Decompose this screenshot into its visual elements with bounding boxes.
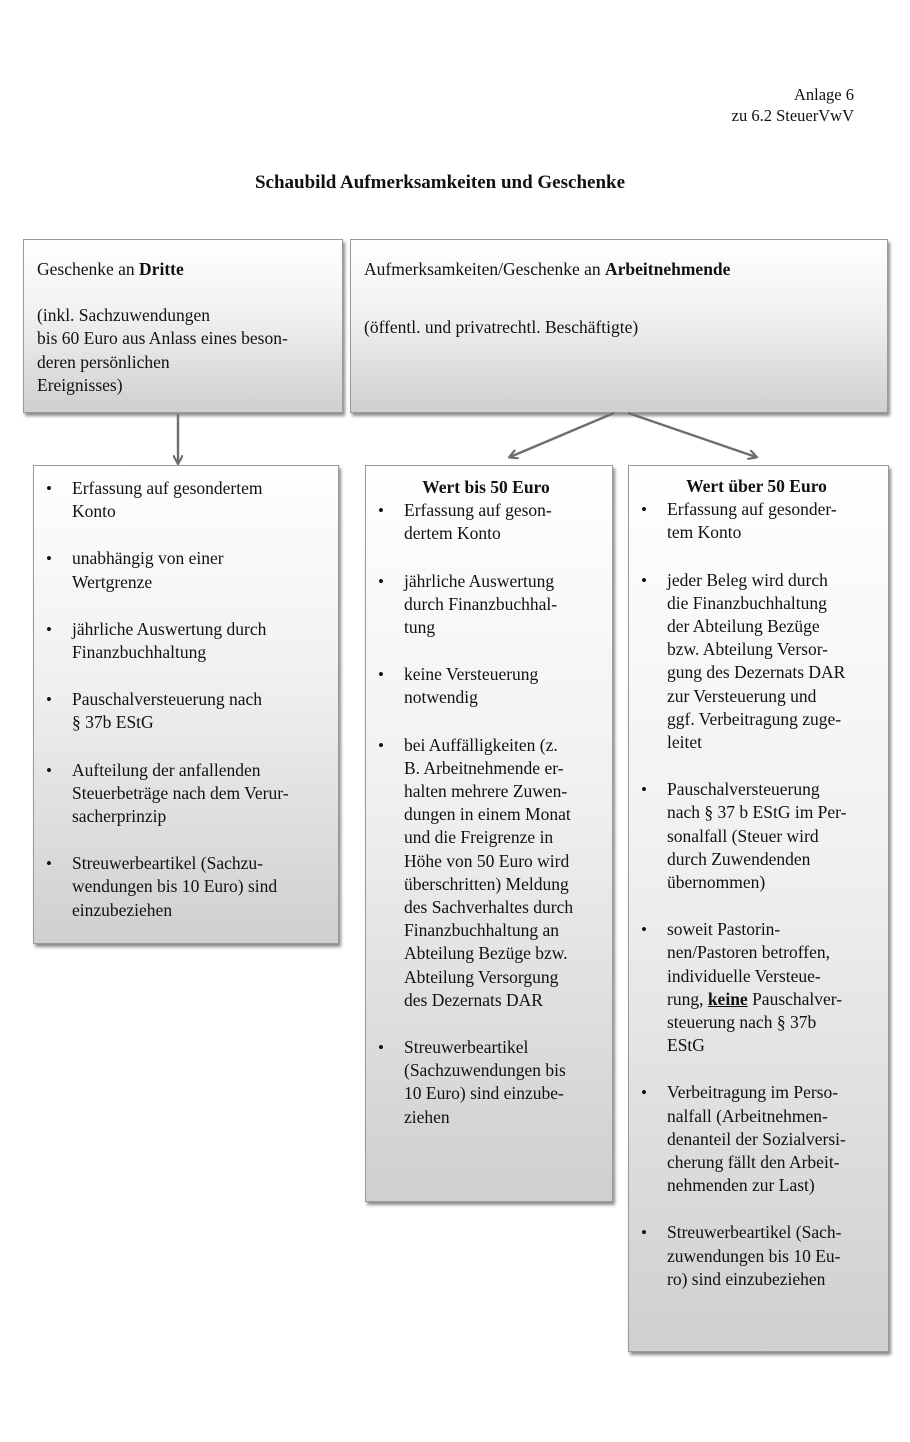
list-item: [34, 477, 330, 523]
list-item-line: durch Finanzbuchhal-: [404, 593, 558, 614]
list-item: [34, 618, 330, 664]
list-item: [34, 547, 330, 593]
value-over-50-box: [628, 465, 889, 1352]
list-item-line: nach § 37 b EStG im Per-: [667, 802, 847, 823]
employees-note: (öffentl. und privatrechtl. Beschäftigte): [364, 317, 639, 338]
employees-heading-prefix: Aufmerksamkeiten/Geschenke an: [364, 259, 606, 279]
page-title: Schaubild Aufmerksamkeiten und Geschenke: [254, 172, 626, 193]
list-item-line: Verbeitragung im Perso-: [667, 1082, 839, 1103]
list-item-line: ziehen: [404, 1106, 450, 1127]
list-item-line: Abteilung Versorgung: [404, 966, 559, 987]
list-item-line: übernommen): [667, 872, 766, 893]
list-item: [629, 1221, 884, 1291]
list-item-line: Pauschalversteuerung nach: [72, 689, 262, 710]
emphasis: keine: [707, 988, 748, 1009]
value-over-50-list: [629, 498, 884, 1291]
list-item-line: Finanzbuchhaltung: [72, 642, 207, 663]
list-item-line: wendungen bis 10 Euro) sind: [72, 876, 278, 897]
list-item-line: dungen in einem Monat: [404, 804, 571, 825]
list-item-line: jährliche Auswertung durch: [72, 618, 267, 639]
list-item-line: unabhängig von einer: [72, 548, 224, 569]
list-item: [629, 569, 884, 755]
third-parties-list: [34, 477, 330, 922]
list-item: [34, 688, 330, 734]
list-item-line: des Sachverhaltes durch: [404, 897, 574, 918]
list-item: [366, 734, 606, 1012]
list-item-line: Abteilung Bezüge bzw.: [404, 943, 568, 964]
list-item-line: denanteil der Sozialversi-: [667, 1128, 846, 1149]
list-item: [629, 778, 884, 894]
value-up-to-50-title: Wert bis 50 Euro: [422, 477, 550, 497]
employees-heading-bold: Arbeitnehmende: [605, 259, 731, 279]
list-item-line: leitet: [667, 732, 702, 753]
annex-number: Anlage 6: [793, 85, 854, 104]
list-item-line: EStG: [667, 1035, 705, 1056]
value-up-to-50-list: [366, 499, 606, 1129]
list-item-line: bzw. Abteilung Versor-: [667, 639, 829, 660]
third-parties-note-line: deren persönlichen: [37, 351, 170, 372]
list-item-line: die Finanzbuchhaltung: [667, 592, 827, 613]
list-item-line: § 37b EStG: [72, 712, 154, 733]
list-item-line: gung des Dezernats DAR: [667, 662, 846, 683]
arrow-to-value-up-to-50: [510, 413, 614, 457]
list-item-line: nehmenden zur Last): [667, 1175, 815, 1196]
list-item: [366, 499, 606, 545]
list-item-line: Pauschalversteuerung: [667, 779, 820, 800]
list-item-line: ggf. Verbeitragung zuge-: [667, 708, 842, 729]
list-item-line: des Dezernats DAR: [404, 989, 543, 1010]
list-item-line: Höhe von 50 Euro wird: [404, 850, 570, 871]
list-item-line: einzubeziehen: [72, 899, 173, 920]
third-parties-note-line: Ereignisses): [37, 374, 123, 395]
list-item-line: 10 Euro) sind einzube-: [404, 1083, 564, 1104]
connector-arrows: [0, 0, 910, 480]
list-item-line: zuwendungen bis 10 Eu-: [667, 1245, 841, 1266]
third-parties-note-line: bis 60 Euro aus Anlass eines beson-: [37, 328, 288, 349]
list-item-line: nalfall (Arbeitnehmen-: [667, 1105, 828, 1126]
third-parties-heading-bold: Dritte: [139, 259, 184, 279]
list-item-line: notwendig: [404, 687, 478, 708]
list-item-line: zur Versteuerung und: [667, 685, 817, 706]
list-item-line: dertem Konto: [404, 523, 501, 544]
list-item-line: keine Versteuerung: [404, 664, 539, 685]
third-parties-list-box: [33, 465, 339, 944]
list-item-line: Wertgrenze: [72, 571, 153, 592]
list-item: [366, 570, 606, 640]
value-over-50-title: Wert über 50 Euro: [686, 476, 827, 496]
list-item: [34, 852, 330, 922]
annex-regulation: zu 6.2 SteuerVwV: [731, 106, 854, 125]
list-item-line: Streuwerbeartikel (Sachzu-: [72, 853, 263, 874]
third-parties-note-line: (inkl. Sachzuwendungen: [37, 305, 211, 326]
list-item-line: bei Auffälligkeiten (z.: [404, 734, 558, 755]
list-item-line: individuelle Versteue-: [667, 965, 821, 986]
list-item-line: und die Freigrenze in: [404, 827, 554, 848]
list-item: [34, 759, 330, 829]
list-item-line: Streuwerbeartikel (Sach-: [667, 1222, 842, 1243]
list-item-line: (Sachzuwendungen bis: [404, 1060, 566, 1081]
list-item-line: der Abteilung Bezüge: [667, 616, 820, 637]
list-item-line: tem Konto: [667, 522, 742, 543]
list-item-line: jeder Beleg wird durch: [667, 569, 828, 590]
list-item-line: Erfassung auf geson-: [404, 500, 552, 521]
list-item-line: Erfassung auf gesondertem: [72, 478, 263, 498]
list-item-line: cherung fällt den Arbeit-: [667, 1152, 840, 1173]
list-item: [629, 1081, 884, 1197]
list-item: [629, 498, 884, 544]
list-item-line: Konto: [72, 501, 116, 522]
list-item-line: rung, keine Pauschalver-: [667, 988, 843, 1009]
value-up-to-50-box: [365, 465, 613, 1202]
list-item-line: sacherprinzip: [72, 806, 167, 827]
list-item: [366, 663, 606, 709]
list-item: [629, 918, 884, 1057]
list-item-line: Steuerbeträge nach dem Verur-: [72, 782, 289, 803]
list-item-line: jährliche Auswertung: [404, 570, 555, 591]
list-item-line: soweit Pastorin-: [667, 919, 781, 940]
list-item-line: ro) sind einzubeziehen: [667, 1268, 826, 1289]
list-item-line: Streuwerbeartikel: [404, 1037, 529, 1058]
list-item-line: B. Arbeitnehmende er-: [404, 757, 564, 778]
list-item-line: Erfassung auf gesonder-: [667, 499, 837, 520]
list-item-line: Finanzbuchhaltung an: [404, 920, 560, 941]
list-item-line: nen/Pastoren betroffen,: [667, 942, 830, 963]
list-item-line: tung: [404, 617, 436, 638]
list-item-line: überschritten) Meldung: [404, 873, 569, 894]
list-item: [366, 1036, 606, 1129]
list-item-line: steuerung nach § 37b: [667, 1012, 817, 1033]
third-parties-heading-prefix: Geschenke an: [37, 259, 140, 279]
arrow-to-value-over-50: [628, 413, 756, 457]
list-item-line: halten mehrere Zuwen-: [404, 781, 568, 802]
list-item-line: sonalfall (Steuer wird: [667, 825, 819, 846]
list-item-line: durch Zuwendenden: [667, 848, 811, 869]
list-item-line: Aufteilung der anfallenden: [72, 759, 261, 780]
